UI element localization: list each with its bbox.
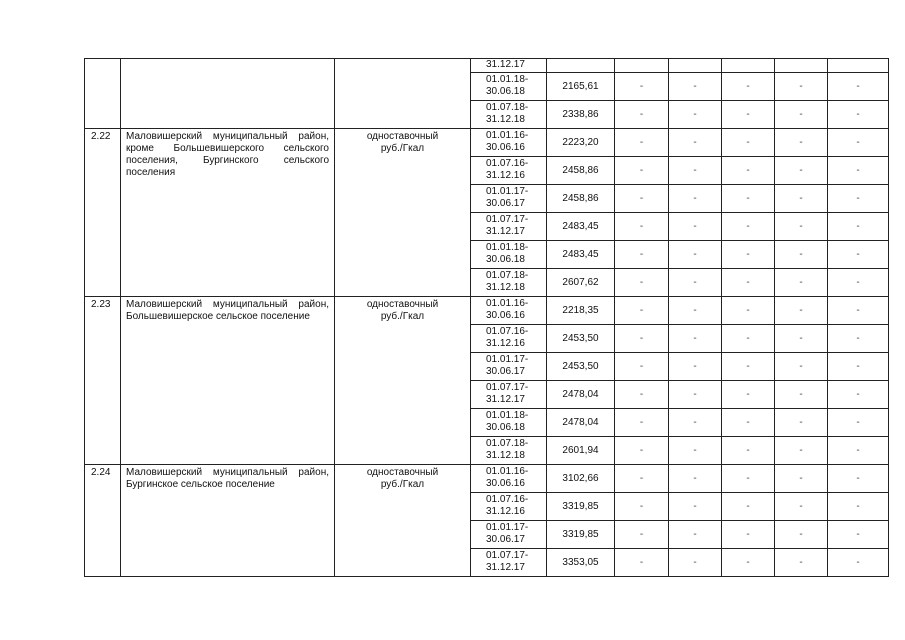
tariff-kind-cell	[335, 297, 471, 465]
table-row	[85, 465, 889, 493]
dash-cell: -	[828, 409, 889, 437]
dash-cell: -	[669, 549, 722, 577]
period-line: 30.06.16	[486, 310, 525, 321]
table-row	[85, 129, 889, 157]
dash-cell: -	[615, 73, 669, 101]
period-cell	[471, 325, 547, 353]
tariff-kind-cell	[335, 59, 471, 129]
dash-cell: -	[615, 549, 669, 577]
dash-cell: -	[669, 381, 722, 409]
price-cell: 2223,20	[547, 129, 615, 157]
tariff-unit-label: руб./Гкал	[380, 479, 425, 490]
price-cell: 2338,86	[547, 101, 615, 129]
period-line: 30.06.18	[486, 86, 525, 97]
dash-cell: -	[722, 437, 775, 465]
price-cell: 2453,50	[547, 353, 615, 381]
price-cell: 3319,85	[547, 493, 615, 521]
dash-cell: -	[669, 269, 722, 297]
dash-cell: -	[775, 549, 828, 577]
dash-cell: -	[828, 325, 889, 353]
dash-cell: -	[615, 381, 669, 409]
period-line: 31.12.16	[486, 338, 525, 349]
period-cell	[471, 185, 547, 213]
period-line: 01.01.16-	[486, 130, 529, 141]
price-cell: 2478,04	[547, 409, 615, 437]
dash-cell: -	[669, 297, 722, 325]
table-row	[85, 297, 889, 325]
dash-cell: -	[775, 297, 828, 325]
dash-cell: -	[722, 549, 775, 577]
dash-cell: -	[722, 241, 775, 269]
dash-cell: -	[775, 157, 828, 185]
period-line: 01.07.18-	[486, 438, 529, 449]
dash-cell: -	[722, 521, 775, 549]
item-number-cell: 2.23	[85, 297, 121, 465]
dash-cell: -	[775, 241, 828, 269]
period-line: 30.06.16	[486, 142, 525, 153]
dash-cell: -	[669, 129, 722, 157]
dash-cell: -	[669, 157, 722, 185]
dash-cell: -	[722, 325, 775, 353]
dash-cell: -	[669, 73, 722, 101]
period-line: 01.01.16-	[486, 298, 529, 309]
dash-cell: -	[722, 185, 775, 213]
period-line: 01.01.16-	[486, 466, 529, 477]
dash-cell: -	[669, 493, 722, 521]
period-cell	[471, 297, 547, 325]
dash-cell: -	[775, 409, 828, 437]
price-cell: 2453,50	[547, 325, 615, 353]
tariff-kind-cell	[335, 465, 471, 577]
dash-cell: -	[828, 437, 889, 465]
period-line: 30.06.18	[486, 422, 525, 433]
period-line: 01.07.16-	[486, 158, 529, 169]
dash-cell: -	[828, 381, 889, 409]
tariff-unit-label: руб./Гкал	[380, 143, 425, 154]
period-cell	[471, 101, 547, 129]
dash-cell: -	[775, 129, 828, 157]
price-cell: 3319,85	[547, 521, 615, 549]
period-line: 31.12.18	[486, 450, 525, 461]
price-cell: 2483,45	[547, 241, 615, 269]
dash-cell: -	[615, 353, 669, 381]
period-cell	[471, 465, 547, 493]
period-line: 31.12.17	[486, 562, 525, 573]
period-cell	[471, 409, 547, 437]
dash-cell: -	[722, 381, 775, 409]
dash-cell: -	[828, 213, 889, 241]
dash-cell: -	[615, 465, 669, 493]
dash-cell: -	[722, 269, 775, 297]
dash-cell: -	[775, 73, 828, 101]
dash-cell: -	[669, 241, 722, 269]
period-line: 31.12.17	[486, 226, 525, 237]
period-line: 30.06.16	[486, 478, 525, 489]
period-line: 01.07.18-	[486, 102, 529, 113]
tariff-table	[84, 58, 889, 577]
tariff-kind-label: одноставочный	[366, 467, 439, 478]
dash-cell: -	[775, 213, 828, 241]
dash-cell: -	[828, 73, 889, 101]
dash-cell: -	[828, 185, 889, 213]
price-cell: 2607,62	[547, 269, 615, 297]
period-line: 01.07.17-	[486, 382, 529, 393]
dash-cell: -	[669, 409, 722, 437]
period-line: 01.01.18-	[486, 74, 529, 85]
period-line: 01.07.17-	[486, 550, 529, 561]
dash-cell: -	[615, 269, 669, 297]
dash-cell: -	[722, 157, 775, 185]
dash-cell: -	[828, 129, 889, 157]
item-name-cell	[121, 59, 335, 129]
table-row	[85, 59, 889, 73]
period-cell	[471, 157, 547, 185]
dash-cell: -	[722, 493, 775, 521]
dash-cell: -	[775, 185, 828, 213]
price-cell: 2478,04	[547, 381, 615, 409]
period-cell	[471, 269, 547, 297]
dash-cell: -	[775, 353, 828, 381]
price-cell: 2483,45	[547, 213, 615, 241]
dash-cell: -	[722, 409, 775, 437]
item-number-cell: 2.22	[85, 129, 121, 297]
dash-cell: -	[828, 297, 889, 325]
price-cell: 3353,05	[547, 549, 615, 577]
dash-cell: -	[669, 465, 722, 493]
dash-cell: -	[828, 353, 889, 381]
dash-cell: -	[722, 465, 775, 493]
tariff-table-page	[84, 58, 888, 577]
item-name-cell: Маловишерский муниципальный район, Бургинское сельское поселение	[121, 465, 335, 577]
period-line: 01.07.16-	[486, 326, 529, 337]
period-cell	[471, 437, 547, 465]
price-cell: 2218,35	[547, 297, 615, 325]
dash-cell: -	[775, 437, 828, 465]
dash-cell: -	[828, 549, 889, 577]
period-line: 31.12.18	[486, 282, 525, 293]
tariff-table-body	[85, 59, 889, 577]
dash-cell: -	[669, 353, 722, 381]
dash-cell: -	[775, 465, 828, 493]
period-line: 31.12.17	[486, 394, 525, 405]
dash-cell: -	[722, 297, 775, 325]
tariff-kind-cell	[335, 129, 471, 297]
period-line: 30.06.17	[486, 534, 525, 545]
period-cell	[471, 59, 547, 73]
period-line: 30.06.17	[486, 366, 525, 377]
dash-cell: -	[775, 521, 828, 549]
period-cell	[471, 213, 547, 241]
period-cell	[471, 549, 547, 577]
dash-cell: -	[615, 241, 669, 269]
dash-cell: -	[615, 493, 669, 521]
dash-cell: -	[615, 157, 669, 185]
dash-cell: -	[669, 325, 722, 353]
dash-cell: -	[775, 381, 828, 409]
price-cell: 2458,86	[547, 185, 615, 213]
tariff-kind-label: одноставочный	[366, 131, 439, 142]
dash-cell: -	[615, 325, 669, 353]
dash-cell: -	[669, 521, 722, 549]
period-cell	[471, 353, 547, 381]
period-cell	[471, 521, 547, 549]
dash-cell: -	[615, 521, 669, 549]
dash-cell: -	[828, 157, 889, 185]
period-line: 31.12.18	[486, 114, 525, 125]
dash-cell: -	[615, 185, 669, 213]
item-name-cell: Маловишерский муниципальный район, кроме Большевишерского сельского поселения, Бургинского сельского поселения	[121, 129, 335, 297]
dash-cell: -	[669, 437, 722, 465]
dash-cell: -	[828, 241, 889, 269]
period-line: 01.07.18-	[486, 270, 529, 281]
period-line: 01.01.17-	[486, 186, 529, 197]
period-line: 31.12.17	[486, 59, 525, 70]
period-line: 01.07.16-	[486, 494, 529, 505]
period-line: 30.06.18	[486, 254, 525, 265]
price-cell: 2165,61	[547, 73, 615, 101]
period-cell	[471, 241, 547, 269]
period-line: 01.01.17-	[486, 354, 529, 365]
dash-cell: -	[828, 493, 889, 521]
item-name-cell: Маловишерский муниципальный район, Большевишерское сельское поселение	[121, 297, 335, 465]
dash-cell: -	[722, 101, 775, 129]
empty-cell	[722, 59, 775, 73]
dash-cell: -	[669, 213, 722, 241]
dash-cell: -	[722, 73, 775, 101]
price-cell: 2458,86	[547, 157, 615, 185]
period-line: 01.01.18-	[486, 242, 529, 253]
period-line: 31.12.16	[486, 506, 525, 517]
period-cell	[471, 73, 547, 101]
period-line: 01.01.18-	[486, 410, 529, 421]
dash-cell: -	[615, 409, 669, 437]
dash-cell: -	[722, 129, 775, 157]
dash-cell: -	[615, 101, 669, 129]
dash-cell: -	[669, 185, 722, 213]
tariff-unit-label: руб./Гкал	[380, 311, 425, 322]
dash-cell: -	[615, 437, 669, 465]
period-cell	[471, 493, 547, 521]
dash-cell: -	[775, 269, 828, 297]
price-cell: 3102,66	[547, 465, 615, 493]
empty-cell	[615, 59, 669, 73]
dash-cell: -	[828, 269, 889, 297]
period-line: 01.07.17-	[486, 214, 529, 225]
tariff-kind-label: одноставочный	[366, 299, 439, 310]
dash-cell: -	[615, 297, 669, 325]
dash-cell: -	[615, 129, 669, 157]
period-line: 01.01.17-	[486, 522, 529, 533]
price-cell: 2601,94	[547, 437, 615, 465]
empty-cell	[828, 59, 889, 73]
period-cell	[471, 129, 547, 157]
price-cell	[547, 59, 615, 73]
dash-cell: -	[722, 213, 775, 241]
dash-cell: -	[828, 521, 889, 549]
item-number-cell	[85, 59, 121, 129]
dash-cell: -	[775, 493, 828, 521]
dash-cell: -	[722, 353, 775, 381]
dash-cell: -	[669, 101, 722, 129]
dash-cell: -	[615, 213, 669, 241]
dash-cell: -	[828, 101, 889, 129]
empty-cell	[775, 59, 828, 73]
period-line: 31.12.16	[486, 170, 525, 181]
dash-cell: -	[828, 465, 889, 493]
empty-cell	[669, 59, 722, 73]
dash-cell: -	[775, 101, 828, 129]
dash-cell: -	[775, 325, 828, 353]
period-line: 30.06.17	[486, 198, 525, 209]
item-number-cell: 2.24	[85, 465, 121, 577]
period-cell	[471, 381, 547, 409]
